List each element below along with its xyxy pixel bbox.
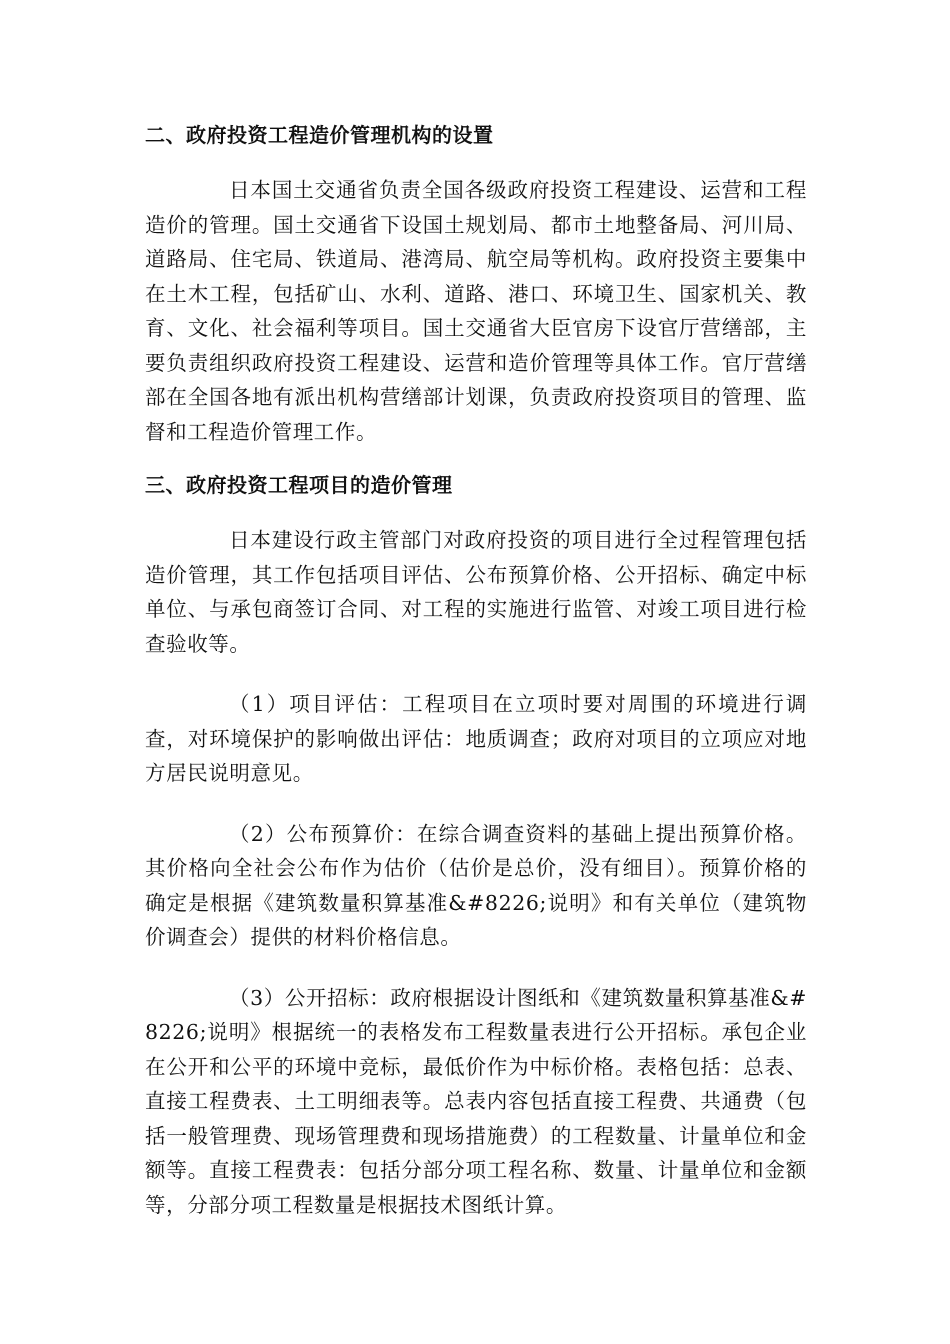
item-2-budget-price: （2）公布预算价：在综合调查资料的基础上提出预算价格。其价格向全社会公布作为估价（估价是总价，没有细目）。预算价格的确定是根据《建筑数量积算基准&#8226;说明》和有关单位（建筑物价调查会）提供的材料价格信息。	[145, 821, 807, 949]
section-3-intro: 日本建设行政主管部门对政府投资的项目进行全过程管理包括造价管理，其工作包括项目评估、公布预算价格、公开招标、确定中标单位、与承包商签订合同、对工程的实施进行监管、对竣工项目进行检查验收等。	[145, 528, 807, 656]
section-2-paragraph: 日本国土交通省负责全国各级政府投资工程建设、运营和工程造价的管理。国土交通省下设国土规划局、都市土地整备局、河川局、道路局、住宅局、铁道局、港湾局、航空局等机构。政府投资主要集中在土木工程，包括矿山、水利、道路、港口、环境卫生、国家机关、教育、文化、社会福利等项目。国土交通省大臣官房下设官厅营缮部，主要负责组织政府投资工程建设、运营和造价管理等具体工作。官厅营缮部在全国各地有派出机构营缮部计划课，负责政府投资项目的管理、监督和工程造价管理工作。	[145, 178, 807, 444]
document-page	[145, 118, 807, 1222]
item-1-project-evaluation: （1）项目评估：工程项目在立项时要对周围的环境进行调查，对环境保护的影响做出评估：地质调查；政府对项目的立项应对地方居民说明意见。	[145, 692, 807, 785]
section-2-heading: 二、政府投资工程造价管理机构的设置	[145, 123, 494, 147]
item-3-public-tender: （3）公开招标：政府根据设计图纸和《建筑数量积算基准&#8226;说明》根据统一的表格发布工程数量表进行公开招标。承包企业在公开和公平的环境中竞标，最低价作为中标价格。表格包括：总表、直接工程费表、土工明细表等。总表内容包括直接工程费、共通费（包括一般管理费、现场管理费和现场措施费）的工程数量、计量单位和金额等。直接工程费表：包括分部分项工程名称、数量、计量单位和金额等，分部分项工程数量是根据技术图纸计算。	[145, 985, 807, 1217]
section-3-heading: 三、政府投资工程项目的造价管理	[145, 473, 453, 497]
